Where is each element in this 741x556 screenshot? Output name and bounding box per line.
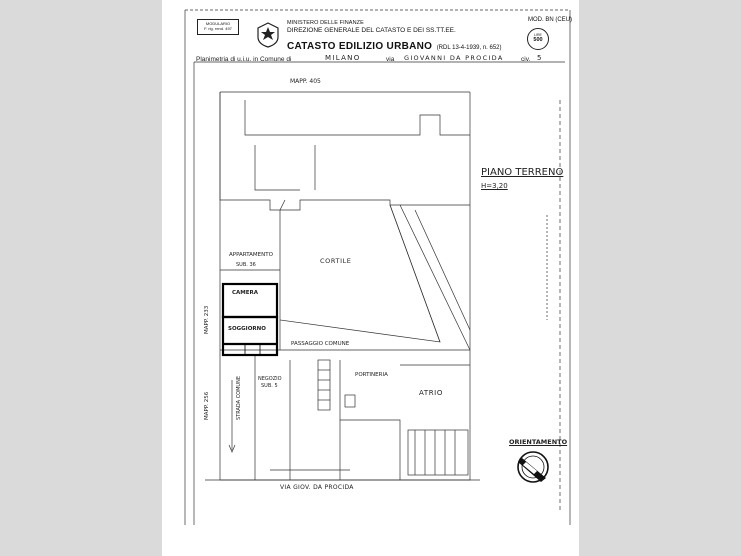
soggiorno-label: SOGGIORNO bbox=[228, 326, 266, 332]
civ-label: civ. bbox=[521, 56, 531, 63]
appartamento-label: APPARTAMENTO bbox=[229, 252, 273, 258]
negozio-label: NEGOZIO bbox=[258, 376, 282, 382]
ministry-line: MINISTERO DELLE FINANZE bbox=[287, 20, 364, 26]
model-code: MOD. BN (CEU) bbox=[528, 17, 572, 23]
strada-label: STRADA COMUNE bbox=[236, 376, 242, 420]
orientation-label: ORIENTAMENTO bbox=[509, 438, 568, 446]
stamp-value: 500 bbox=[533, 37, 543, 43]
form-prefix: Planimetria di u.i.u. in Comune di bbox=[196, 56, 292, 63]
atrio-label: ATRIO bbox=[419, 389, 443, 397]
via-label: via bbox=[386, 56, 395, 63]
via-value: GIOVANNI DA PROCIDA bbox=[404, 54, 504, 62]
comune-value: MILANO bbox=[325, 54, 361, 62]
modulario-label: MODULARIO bbox=[205, 21, 231, 26]
register-title-text: CATASTO EDILIZIO URBANO bbox=[287, 41, 433, 52]
civ-value: 5 bbox=[537, 54, 543, 62]
camera-label: CAMERA bbox=[232, 290, 259, 296]
floor-height: H=3,20 bbox=[481, 182, 508, 190]
north-arrow-icon bbox=[518, 452, 548, 482]
mapp-left-top-label: MAPP. 233 bbox=[204, 305, 210, 334]
modulario-sub: F. rig. rend. 497 bbox=[204, 26, 232, 31]
mapp-top-label: MAPP. 405 bbox=[290, 78, 321, 85]
negozio-sub: SUB. 5 bbox=[261, 383, 278, 389]
portineria-label: PORTINERIA bbox=[355, 372, 388, 378]
cortile-label: CORTILE bbox=[320, 257, 352, 265]
stamp-currency: LIRE bbox=[534, 33, 542, 37]
register-law: (RDL 13-4-1939, n. 652) bbox=[436, 45, 502, 51]
floor-title: PIANO TERRENO bbox=[481, 167, 564, 178]
appartamento-sub: SUB. 36 bbox=[236, 262, 256, 268]
direction-line: DIREZIONE GENERALE DEL CATASTO E DEI SS.TT.EE. bbox=[287, 27, 456, 34]
mapp-left-bottom-label: MAPP. 256 bbox=[204, 391, 210, 420]
passaggio-label: PASSAGGIO COMUNE bbox=[291, 341, 350, 347]
street-label: VIA GIOV. DA PROCIDA bbox=[280, 484, 354, 491]
